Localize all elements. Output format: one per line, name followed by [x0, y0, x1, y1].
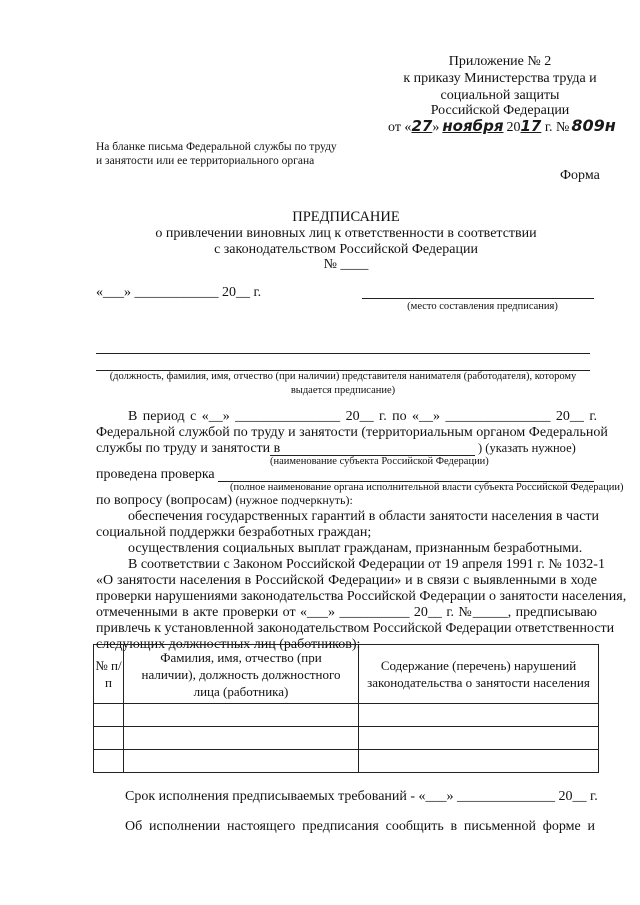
table-cell[interactable]	[94, 704, 124, 727]
table-cell[interactable]	[94, 727, 124, 750]
appendix-line-3: социальной защиты	[440, 88, 560, 103]
recipient-caption-2: выдается предписание)	[290, 385, 396, 396]
table-row	[94, 704, 599, 727]
table-row	[94, 727, 599, 750]
deadline-line: Срок исполнения предписываемых требований - «___» ______________ 20__ г.	[125, 789, 598, 804]
place-caption: (место составления предписания)	[407, 301, 558, 312]
law-line-4: отмеченными в акте проверки от «___» __________ 20__ г. №_____, предписываю	[96, 605, 597, 620]
table-cell[interactable]	[359, 750, 599, 773]
order-day: 27	[411, 117, 433, 135]
place-line	[362, 298, 594, 299]
recipient-caption-1: (должность, фамилия, имя, отчество (при наличии) представителя нанимателя (работодателя), которому	[109, 371, 577, 382]
order-number-label: г. №	[541, 120, 570, 135]
questions-note: (нужное подчеркнуть):	[235, 493, 353, 507]
violations-table	[93, 644, 599, 773]
region-caption: (наименование субъекта Российской Федерации)	[270, 456, 489, 467]
table-cell[interactable]	[124, 750, 359, 773]
order-year: 17	[520, 117, 542, 135]
order-year-prefix: 20	[506, 120, 521, 135]
order-month: ноября	[442, 117, 504, 135]
law-line-3: проверки нарушениями законодательства Российской Федерации о занятости населения,	[96, 589, 627, 604]
item-1-line-1: обеспечения государственных гарантий в области занятости населения в части	[128, 509, 600, 524]
table-header-row	[94, 645, 599, 704]
period-line: В период с «__» _______________ 20__ г. по «__» _______________ 20__ г.	[128, 409, 597, 424]
item-1-line-2: социальной поддержки безработных граждан;	[96, 525, 372, 540]
table-cell[interactable]	[124, 704, 359, 727]
form-label: Форма	[560, 168, 600, 183]
header-person: Фамилия, имя, отчество (при наличии), должность должностного лица (работника)	[124, 645, 359, 704]
region-line-label: службы по труду и занятости в	[96, 441, 281, 456]
table-cell[interactable]	[359, 727, 599, 750]
law-line-5: привлечь к установленной законодательством Российской Федерации ответственности	[96, 621, 615, 636]
document-title: ПРЕДПИСАНИЕ	[292, 209, 400, 225]
document-number: № ____	[323, 257, 369, 272]
letterhead-line-1: На бланке письма Федеральной службы по труду	[96, 141, 337, 153]
order-number: 809н	[571, 116, 616, 135]
order-date-mid: »	[432, 120, 440, 135]
questions-label: по вопросу (вопросам)	[96, 493, 233, 508]
inspection-caption: (полное наименование органа исполнительной власти субъекта Российской Федерации)	[230, 482, 624, 493]
table-cell[interactable]	[124, 727, 359, 750]
table-row	[94, 750, 599, 773]
table-cell[interactable]	[359, 704, 599, 727]
issue-date-line: «___» ____________ 20__ г.	[96, 285, 262, 300]
order-date-prefix: от «	[388, 120, 412, 135]
document-subtitle-1: о привлечении виновных лиц к ответственности в соответствии	[155, 226, 537, 241]
appendix-line-4: Российской Федерации	[430, 103, 570, 118]
table-cell[interactable]	[94, 750, 124, 773]
letterhead-line-2: и занятости или ее территориального органа	[96, 155, 315, 167]
document-subtitle-2: с законодательством Российской Федерации	[214, 242, 478, 257]
inspection-label: проведена проверка	[96, 467, 215, 482]
appendix-line-1: Приложение № 2	[448, 54, 552, 69]
law-line-1: В соответствии с Законом Российской Федерации от 19 апреля 1991 г. № 1032-1	[128, 557, 605, 572]
region-line-suffix: ) (указать нужное)	[478, 441, 576, 455]
final-line: Об исполнении настоящего предписания сообщить в письменной форме и	[125, 819, 595, 834]
header-violations: Содержание (перечень) нарушений законодательства о занятости населения	[359, 645, 599, 704]
law-line-2: «О занятости населения в Российской Федерации» и в связи с выявленными в ходе	[96, 573, 597, 588]
header-number: № п/п	[94, 645, 124, 704]
law-line-6: следующих должностных лиц (работников):	[96, 637, 361, 652]
appendix-line-2: к приказу Министерства труда и	[403, 71, 597, 86]
authority-line: Федеральной службой по труду и занятости (территориальным органом Федеральной	[96, 425, 608, 440]
item-2: осуществления социальных выплат гражданам, признанным безработными.	[128, 541, 583, 556]
questions-line	[96, 493, 353, 509]
order-date-line	[388, 116, 616, 136]
recipient-line-1	[96, 353, 590, 354]
